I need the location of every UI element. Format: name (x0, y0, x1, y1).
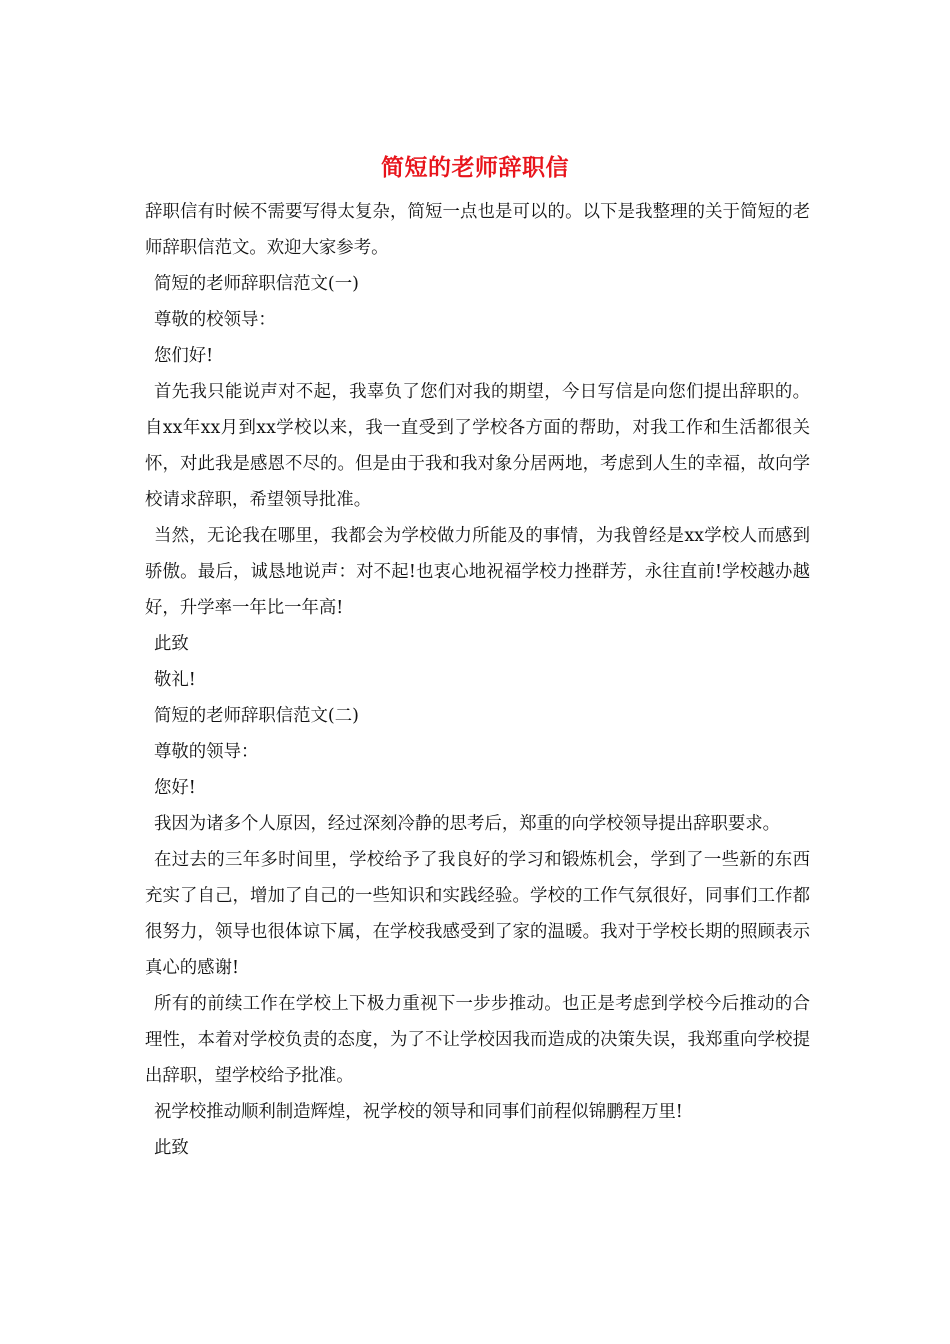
paragraph: 首先我只能说声对不起，我辜负了您们对我的期望，今日写信是向您们提出辞职的。 自xx年xx月到xx学校以来，我一直受到了学校各方面的帮助，对我工作和生活都很关怀，对此我是感恩不尽的。但是由于我和我对象分居两地，考虑到人生的幸福，故向学校请求辞职，希望领导批准。 (145, 382, 810, 510)
paragraph: 您们好! (154, 346, 214, 366)
paragraph: 您好! (154, 778, 196, 798)
paragraph: 此致 (154, 1138, 189, 1158)
paragraph: 我因为诸多个人原因，经过深刻冷静的思考后，郑重的向学校领导提出辞职要求。 (154, 814, 781, 834)
paragraph: 所有的前续工作在学校上下极力重视下一步步推动。也正是考虑到学校今后推动的合理性，本着对学校负责的态度，为了不让学校因我而造成的决策失误，我郑重向学校提出辞职，望学校给予批准。 (145, 994, 810, 1086)
paragraph: 此致 (154, 634, 189, 654)
paragraph: 辞职信有时候不需要写得太复杂，简短一点也是可以的。以下是我整理的关于简短的老师辞职信范文。欢迎大家参考。 (145, 202, 810, 258)
paragraph: 敬礼! (154, 670, 196, 690)
document-body (145, 194, 810, 1166)
paragraph: 尊敬的领导： (154, 742, 259, 762)
document-title: 简短的老师辞职信 (381, 154, 569, 181)
paragraph: 简短的老师辞职信范文(二) (154, 706, 359, 726)
paragraph: 简短的老师辞职信范文(一) (154, 274, 359, 294)
paragraph: 当然，无论我在哪里，我都会为学校做力所能及的事情，为我曾经是xx学校人而感到骄傲。最后，诚恳地说声：对不起!也衷心地祝福学校力挫群芳，永往直前!学校越办越好，升学率一年比一年高! (145, 526, 810, 618)
paragraph: 祝学校推动顺利制造辉煌，祝学校的领导和同事们前程似锦鹏程万里! (154, 1102, 683, 1122)
paragraph: 在过去的三年多时间里，学校给予了我良好的学习和锻炼机会，学到了一些新的东西充实了自己，增加了自己的一些知识和实践经验。学校的工作气氛很好，同事们工作都很努力，领导也很体谅下属，在学校我感受到了家的温暖。我对于学校长期的照顾表示真心的感谢! (145, 850, 810, 978)
paragraph: 尊敬的校领导： (154, 310, 276, 330)
